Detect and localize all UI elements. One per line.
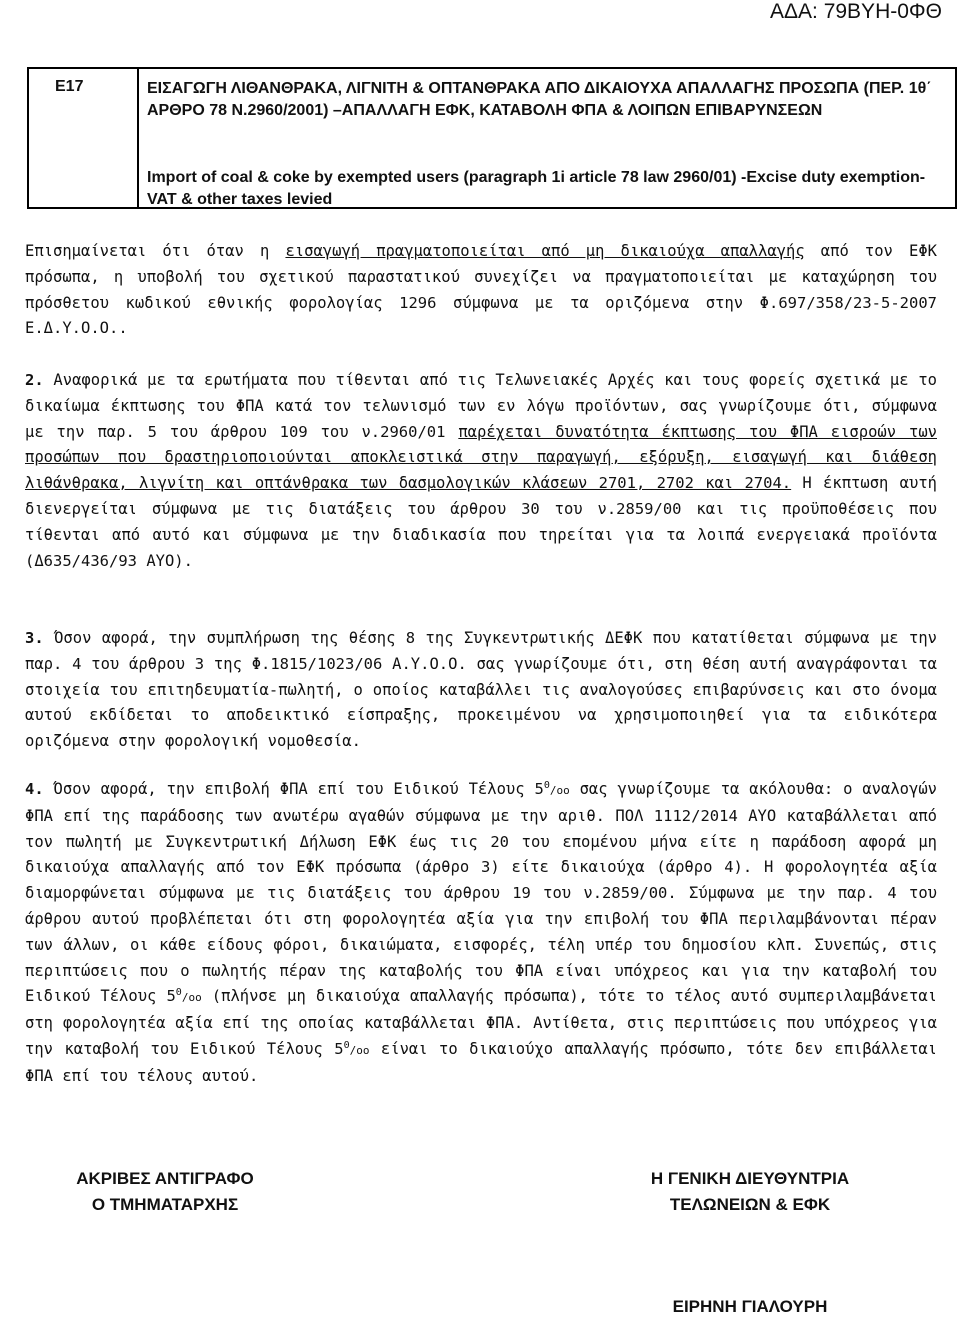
p4-text-d: είναι το δικαιούχο απαλλαγής πρόσωπο, τότε δεν επιβάλλεται ΦΠΑ επί του τέλους αυτού. [25,1039,938,1085]
signature-left-line1: ΑΚΡΙΒΕΣ ΑΝΤΙΓΡΑΦΟ [76,1169,254,1188]
signature-right-line1: Η ΓΕΝΙΚΗ ΔΙΕΥΘΥΝΤΡΙΑ [650,1169,850,1188]
p4-text-a: Όσον αφορά, την επιβολή ΦΠΑ επί του Ειδικού Τέλους 5 [43,780,544,798]
p2-underlined: παρέχεται δυνατότητα έκπτωσης του ΦΠΑ εισροών των προσώπων που δραστηριοποιούνται αποκλειστικά στην παραγωγή, εξόρυξη, εισαγωγή και διάθεση λιθάνθρακα, λιγνίτη και οπτάνθρακα των δασμολογικών κλάσεων 2701, 2702 και 2704. [25,422,937,493]
p4-permille-1: /οο [549,784,570,797]
signature-right [620,1166,880,1218]
paragraph-2 [25,368,937,574]
p3-text-a: Όσον αφορά, την συμπλήρωση της θέσης 8 της Συγκεντρωτικής ΔΕΦΚ που κατατίθεται σύμφωνα με την παρ. 4 του άρθρου 3 της Φ.1815/1023/06 Α.Υ.Ο.Ο. σας γνωρίζουμε ότι, στη θέση αυτή αναγράφονται τα στοιχεία του επιτηδευματία-πωλητή, ο οποίος καταβάλλει τις αναλογούσες επιβαρύνσεις και στο όνομα αυτού εκδίδεται το αποδεικτικό είσπραξης, προκειμένου να χρησιμοποιηθεί για τα ειδικότερα οριζόμενα στην φορολογική νομοθεσία. [25,629,937,751]
header-divider [137,69,139,207]
header-code: Ε17 [55,78,84,95]
p3-number: 3. [25,629,44,647]
paragraph-4 [25,777,937,1090]
paragraph-1 [25,239,937,342]
p4-sup-3: 0 [343,1039,350,1051]
header-title-english: Import of coal & coke by exempted users (paragraph 1i article 78 law 2960/01) -Excise duty exemption- VAT & other taxes levied [147,169,926,208]
p4-permille-2: /οο [181,991,202,1005]
header-title-greek: ΕΙΣΑΓΩΓΗ ΛΙΘΑΝΘΡΑΚΑ, ΛΙΓΝΙΤΗ & ΟΠΤΑΝΘΡΑΚΑ ΑΠΟ ΔΙΚΑΙΟΥΧΑ ΑΠΑΛΛΑΓΗΣ ΠΡΟΣΩΠΑ (ΠΕΡ. 1θ΄ ΑΡΘΡΟ 78 Ν.2960/2001) –ΑΠΑΛΛΑΓΗ ΕΦΚ, ΚΑΤΑΒΟΛΗ ΦΠΑ & ΛΟΙΠΩΝ ΕΠΙΒΑΡΥΝΣΕΩΝ [147,80,932,119]
p4-text-b: σας γνωρίζουμε τα ακόλουθα: ο αναλογών ΦΠΑ επί της παράδοσης των ανωτέρω αγαθών σύμφωνα με την αριθ. ΠΟΛ 1112/2014 ΑΥΟ καταβάλλεται από τον πωλητή με Συγκεντρωτική Δήλωση ΕΦΚ έως τις 20 του επομένου μήνα είτε η παράδοση αφορά μη δικαιούχα απαλλαγής από τον ΕΦΚ πρόσωπα (άρθρο 3) είτε δικαιούχα (άρθρο 4). Η φορολογητέα αξία διαμορφώνεται σύμφωνα με τις διατάξεις του άρθρου 19 του ν.2859/00. Σύμφωνα με την παρ. 4 του άρθρου αυτού προβλέπεται ότι στη φορολογητέα αξία για την επιβολή του ΦΠΑ περιλαμβάνονται πέραν των άλλων, οι κάθε είδους φόροι, δικαιώματα, εισφορές, τέλη υπέρ του δημοσίου κλπ. Συνεπώς, στις περιπτώσεις που ο πωλητής πέραν της καταβολής του ΦΠΑ είναι υπόχρεος και για την καταβολή του Ειδικού Τέλους 5 [25,780,937,1006]
header-table [27,67,957,209]
ada-code: ΑΔΑ: 79ΒΥΗ-0ΦΘ [769,0,942,23]
signature-left-line2: Ο ΤΜΗΜΑΤΑΡΧΗΣ [91,1195,239,1214]
p1-text-a: Επισημαίνεται ότι όταν η [25,242,286,260]
p1-text-c: από τον ΕΦΚ πρόσωπα, η υποβολή του σχετικού παραστατικού συνεχίζει να πραγματοποιείται με καταχώρηση του πρόσθετου κωδικού εθνικής φορολογίας 1296 σύμφωνα με τα οριζόμενα στην Φ.697/358/23-5-2007 Ε.Δ.Υ.Ο.Ο.. [25,242,938,338]
p1-underlined: εισαγωγή πραγματοποιείται από μη δικαιούχα απαλλαγής [285,242,805,260]
p4-sup-1: 0 [543,780,550,791]
p4-permille-3: /οο [349,1043,370,1057]
signature-right-line2: ΤΕΛΩΝΕΙΩΝ & ΕΦΚ [669,1195,831,1214]
p2-text-a: Αναφορικά με τα ερωτήματα που τίθενται από τις Τελωνειακές Αρχές και τους φορείς σχετικά με το δικαίωμα έκπτωσης του ΦΠΑ κατά τον τελωνισμό των εν λόγω προϊόντων, σας γνωρίζουμε ότι, σύμφωνα με την παρ. 5 του άρθρου 109 του ν.2960/01 [25,371,937,441]
p4-text-c: (πλήνσε μη δικαιούχα απαλλαγής πρόσωπα), τότε το τέλος αυτό συμπεριλαμβάνεται στη φορολογητέα αξία επί της οποίας καταβάλλεται ΦΠΑ. Αντίθετα, στις περιπτώσεις που υπόχρεος για την καταβολή του Ειδικού Τέλους 5 [25,987,937,1058]
p4-sup-2: 0 [175,987,182,999]
signature-left [40,1166,290,1218]
signature-right-name: ΕΙΡΗΝΗ ΓΙΑΛΟΥΡΗ [672,1297,828,1316]
paragraph-3 [25,626,937,755]
p2-number: 2. [25,371,44,389]
p4-number: 4. [25,780,44,798]
p2-text-c: Η έκπτωση αυτή διενεργείται σύμφωνα με τις διατάξεις του άρθρου 30 του ν.2859/00 και τις προϋποθέσεις που τίθενται από αυτό και σύμφωνα με την διαδικασία που τηρείται για τα λοιπά ενεργειακά προϊόντα (Δ635/436/93 ΑΥΟ). [25,474,937,570]
